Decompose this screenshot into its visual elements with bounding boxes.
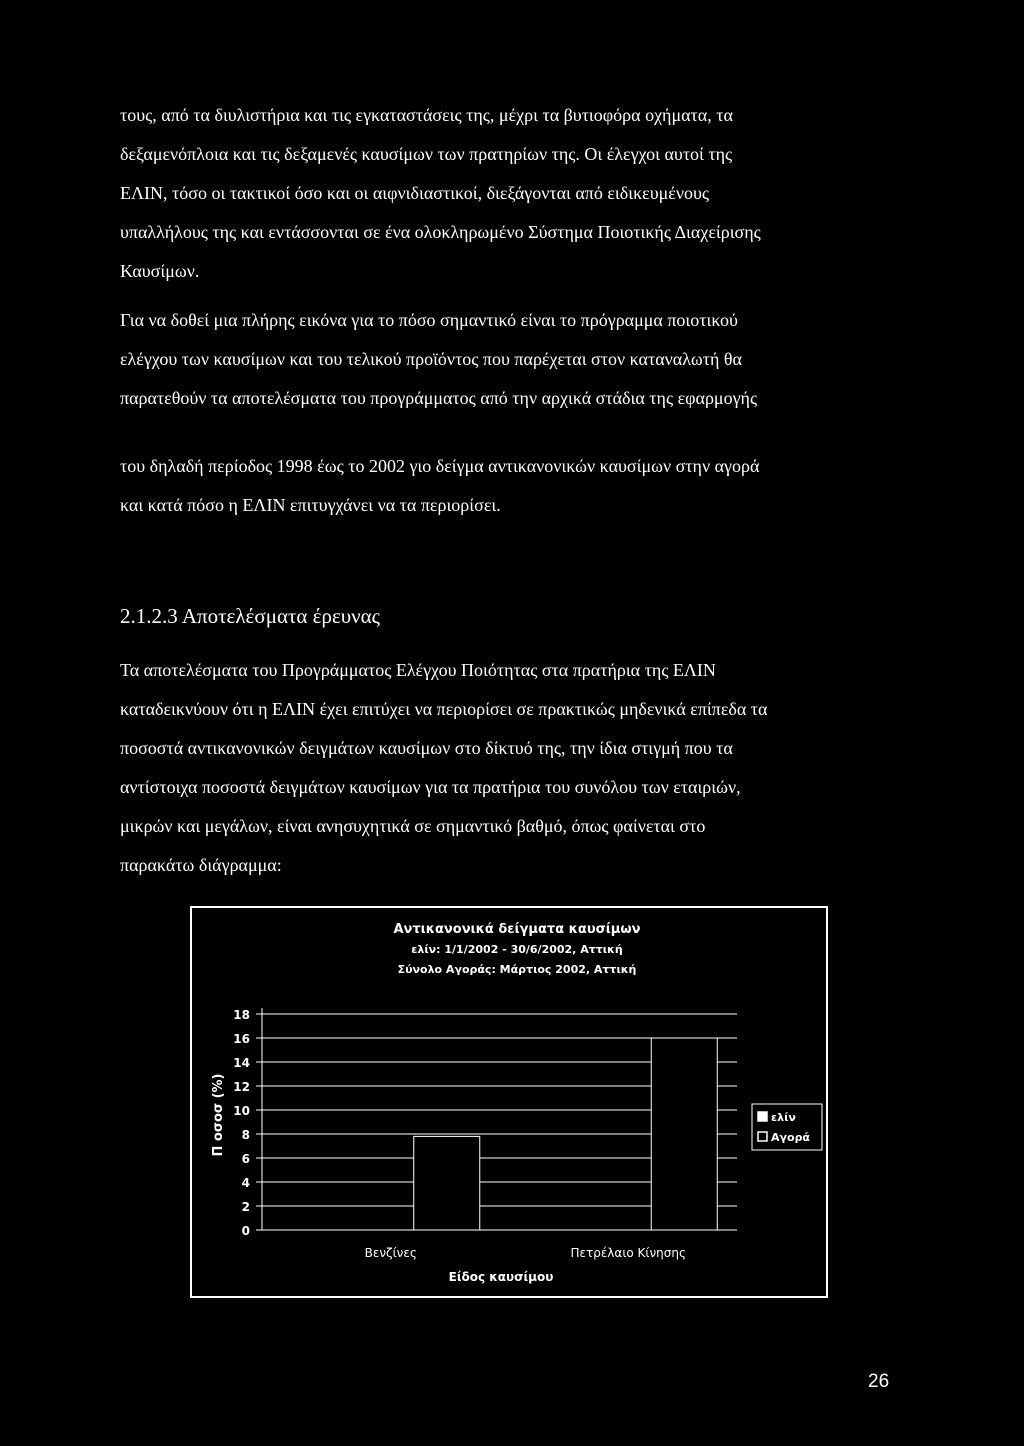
chart-title: Αντικανονικά δείγματα καυσίμων <box>393 922 641 937</box>
x-tick-label: Πετρέλαιο Κίνησης <box>570 1246 687 1260</box>
text-line: του δηλαδή περίοδος 1998 έως το 2002 γιο δείγμα αντικανονικών καυσίμων στην αγορά <box>120 456 760 476</box>
legend-label: ελίν <box>771 1111 796 1124</box>
y-tick-label: 18 <box>233 1008 250 1022</box>
text-line: υπαλλήλους της και εντάσσονται σε ένα ολοκληρωμένο Σύστημα Ποιοτικής Διαχείρισης <box>120 222 761 242</box>
text-line: παρακάτω διάγραμμα: <box>120 855 282 875</box>
x-tick-label: Βενζίνες <box>364 1246 417 1260</box>
y-tick-label: 10 <box>233 1104 250 1118</box>
text-line: μικρών και μεγάλων, είναι ανησυχητικά σε σημαντικό βαθμό, όπως φαίνεται στο <box>120 816 706 836</box>
text-line: ποσοστά αντικανονικών δειγμάτων καυσίμων στο δίκτυό της, την ίδια στιγμή που τα <box>120 738 733 758</box>
text-line: Τα αποτελέσματα του Προγράμματος Ελέγχου Ποιότητας στα πρατήρια της ΕΛΙΝ <box>120 660 716 680</box>
bar-chart <box>190 906 828 1298</box>
page-number: 26 <box>868 1371 890 1392</box>
text-line: παρατεθούν τα αποτελέσματα του προγράμματος από την αρχικά στάδια της εφαρμογής <box>120 388 758 408</box>
text-line: ελέγχου των καυσίμων και του τελικού προϊόντος που παρέχεται στον καταναλωτή θα <box>120 349 742 369</box>
text-line: Καυσίμων. <box>120 261 200 281</box>
bar <box>414 1136 480 1230</box>
section-heading: 2.1.2.3 Αποτελέσματα έρευνας <box>120 604 380 628</box>
text-line: αντίστοιχα ποσοστά δειγμάτων καυσίμων για τα πρατήρια του συνόλου των εταιριών, <box>120 777 741 797</box>
text-line: τους, από τα διυλιστήρια και τις εγκαταστάσεις της, μέχρι τα βυτιοφόρα οχήματα, τα <box>120 105 733 125</box>
y-tick-label: 16 <box>233 1032 250 1046</box>
y-tick-label: 14 <box>233 1056 250 1070</box>
legend-swatch <box>758 1132 767 1141</box>
y-tick-label: 8 <box>241 1128 250 1142</box>
text-line: ΕΛΙΝ, τόσο οι τακτικοί όσο και οι αιφνιδιαστικοί, διεξάγονται από ειδικευμένους <box>120 183 710 203</box>
text-line: Για να δοθεί μια πλήρης εικόνα για το πόσο σημαντικό είναι το πρόγραμμα ποιοτικού <box>120 310 738 330</box>
chart-canvas <box>192 908 826 1296</box>
bar <box>651 1038 717 1230</box>
x-axis-label: Είδος καυσίμου <box>448 1270 554 1284</box>
y-tick-label: 0 <box>241 1224 250 1238</box>
y-axis-label: Π οσοσ (%) <box>211 1073 226 1157</box>
chart-subtitle-line: Σύνολο Αγοράς: Μάρτιος 2002, Αττική <box>397 963 637 976</box>
y-tick-label: 4 <box>241 1176 250 1190</box>
text-line: και κατά πόσο η ΕΛΙΝ επιτυγχάνει να τα περιορίσει. <box>120 495 501 515</box>
text-line: καταδεικνύουν ότι η ΕΛΙΝ έχει επιτύχει να περιορίσει σε πρακτικώς μηδενικά επίπεδα τα <box>120 699 768 719</box>
y-tick-label: 6 <box>241 1152 250 1166</box>
legend-swatch <box>758 1112 767 1121</box>
text-line: δεξαμενόπλοια και τις δεξαμενές καυσίμων των πρατηρίων της. Οι έλεγχοι αυτοί της <box>120 144 733 164</box>
legend-label: Αγορά <box>771 1131 810 1144</box>
y-tick-label: 2 <box>241 1200 250 1214</box>
y-tick-label: 12 <box>233 1080 250 1094</box>
chart-subtitle-line: ελίν: 1/1/2002 - 30/6/2002, Αττική <box>411 943 623 956</box>
